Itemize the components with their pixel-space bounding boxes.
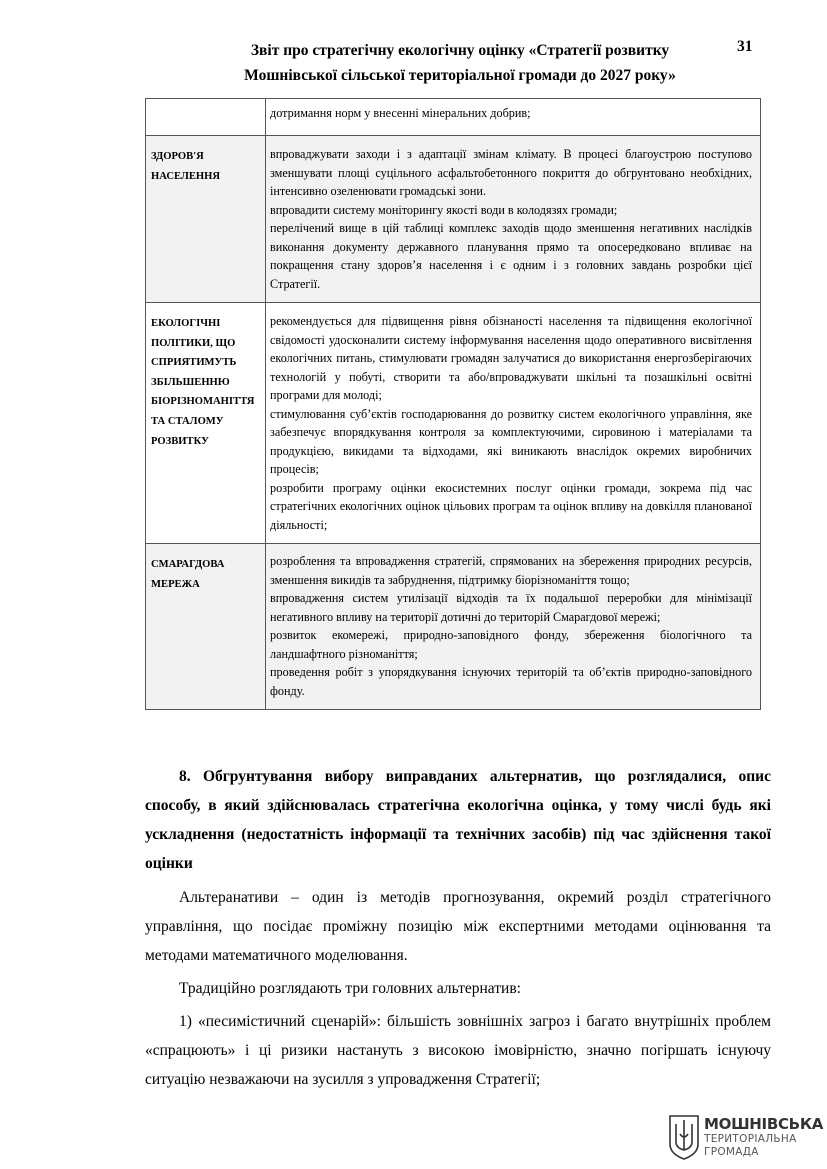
row-line: стимулювання суб’єктів господарювання до розвитку систем екологічного управління, яке забезпечує впорядкування контроля за комплектуючими, сировиною і матеріалами та продукцією, викидами та відходами, які виникають внаслідок окремих виробничих процесів; [270, 406, 752, 476]
row-line: впровадити систему моніторингу якості води в колодязях громади; [270, 202, 618, 217]
table-row [146, 544, 761, 710]
row-line: впровадження систем утилізації відходів та їх подальшої переробки для мінімізації негативного впливу на території дотичні до територій Смарагдової мережі; [270, 591, 752, 624]
row-line: проведення робіт з упорядкування існуючих територій та об’єктів природно-заповідного фонду. [270, 665, 752, 698]
paragraph: 1) «песимістичний сценарій»: більшість зовнішніх загроз і багато внутрішніх проблем «спрацюють» і ці ризики настануть з високою імовірністю, значно погіршать існуючу ситуацію незважаючи на зусилля з упровадження Стратегії; [145, 1013, 771, 1088]
row-line: перелічений вище в цій таблиці комплекс заходів щодо зменшення негативних наслідків виконання документу державного планування прямо та опосередковано впливає на покращення стану здоров’я населення і є одним і з головних завдань розробки цієї Стратегії. [270, 221, 752, 291]
row-line: рекомендується для підвищення рівня обізнаності населення та підвищення екологічної свідомості удосконалити систему інформування населення щодо оперативного висвітлення екологічних питань, стимулювати громадян залучатися до використання енергозберігаючих технологій у побуті, створити та або/впроваджувати шкільні та позашкільні освітні програми для молоді; [270, 314, 752, 402]
community-logo [668, 1114, 824, 1162]
paragraph: Традиційно розглядають три головних альтернатив: [179, 980, 521, 997]
row-line: розроблення та впровадження стратегій, спрямованих на збереження природних ресурсів, зменшення викидів та забруднення, підтримку біорізноманіття тощо; [270, 554, 752, 587]
table-row-continuation [146, 99, 761, 136]
table-cell-continuation: дотримання норм у внесенні мінеральних добрив; [266, 99, 761, 136]
row-line: розвиток екомережі, природно-заповідного фонду, збереження біологічного та ландшафтного різноманіття; [270, 628, 752, 661]
logo-line1: МОШНІВСЬКА [704, 1115, 824, 1133]
table-cell-empty [146, 99, 266, 136]
page-number: 31 [737, 38, 753, 55]
row-content [266, 136, 761, 303]
row-content [266, 303, 761, 544]
logo-line3: ГРОМАДА [704, 1146, 759, 1158]
page-header [180, 38, 740, 88]
row-content [266, 544, 761, 710]
table-row [146, 136, 761, 303]
section-body [145, 883, 771, 1098]
row-line: впроваджувати заходи і з адаптації змінам клімату. В процесі благоустрою поступово зменшувати площі суцільного асфальтобетонного покриття до обгрунтовано необхідних, інтенсивно озеленювати громадські зони. [270, 147, 752, 198]
row-label: ЗДОРОВ'Я НАСЕЛЕННЯ [146, 136, 266, 303]
table-row [146, 303, 761, 544]
header-title-line2: Мошнівської сільської територіальної громади до 2027 року» [244, 67, 676, 84]
row-label: ЕКОЛОГІЧНІ ПОЛІТИКИ, ЩО СПРИЯТИМУТЬ ЗБІЛЬШЕННЮ БІОРІЗНОМАНІТТЯ ТА СТАЛОМУ РОЗВИТКУ [146, 303, 266, 544]
row-label: СМАРАГДОВА МЕРЕЖА [146, 544, 266, 710]
row-line: розробити програму оцінки екосистемних послуг оцінки громади, зокрема під час стратегічних екологічних оцінок цільових програм та оцінок впливу на довкілля планованої діяльності; [270, 480, 752, 532]
logo-line2: ТЕРИТОРІАЛЬНА [704, 1133, 797, 1145]
section-heading: 8. Обгрунтування вибору виправданих альтернатив, що розглядалися, опис способу, в який здійснювалась стратегічна екологічна оцінка, у тому числі будь які ускладнення (недостатність інформації та технічних засобів) під час здійснення такої оцінки [145, 768, 771, 872]
header-title-line1: Звіт про стратегічну екологічну оцінку «Стратегії розвитку [250, 42, 670, 59]
trident-icon [668, 1114, 700, 1160]
paragraph: Альтеранативи – один із методів прогнозування, окремий розділ стратегічного управління, що посідає проміжну позицію між експертними методами оцінювання та методами математичного моделювання. [145, 889, 771, 964]
measures-table [145, 98, 761, 710]
